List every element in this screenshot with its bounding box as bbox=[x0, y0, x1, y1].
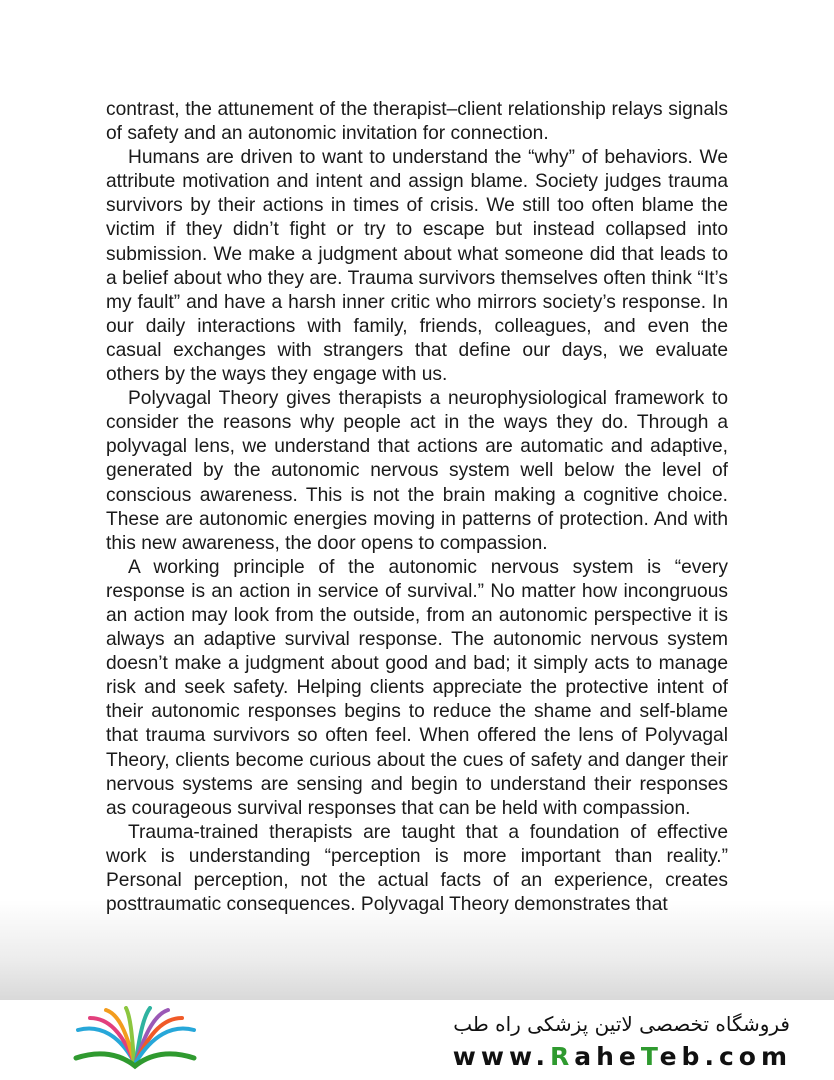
paragraph-5: Trauma-trained therapists are taught that a foundation of effective work is understanding “perception is more important than reality.” Personal perception, not the actual facts of an experience, creates posttraumatic consequences. Polyvagal Theory demonstrates that bbox=[106, 821, 728, 916]
open-book-icon bbox=[70, 1006, 200, 1072]
body-text bbox=[106, 98, 728, 917]
paragraph-1: contrast, the attunement of the therapist–client relationship relays signals of safety and an autonomic invitation for connection. bbox=[106, 99, 728, 145]
paragraph-2: Humans are driven to want to understand the “why” of behaviors. We attribute motivation and intent and assign blame. Society judges trauma survivors by their actions in times of crisis. We still too often blame the victim if they didn’t fight or try to escape but instead collapsed into submission. We make a judgment about what someone did that leads to a belief about who they are. Trauma survivors themselves often think “It’s my fault” and have a harsh inner critic who mirrors society’s response. In our daily interactions with family, friends, colleagues, and even the casual exchanges with strangers that define our days, we evaluate others by the ways they engage with us. bbox=[106, 147, 728, 386]
store-url: www.RaheTeb.com bbox=[452, 1042, 792, 1071]
store-name: فروشگاه تخصصی لاتین پزشکی راه طب bbox=[453, 1012, 790, 1036]
paragraph-3: Polyvagal Theory gives therapists a neurophysiological framework to consider the reasons why people act in the ways they do. Through a polyvagal lens, we understand that actions are automatic and adaptive, generated by the autonomic nervous system well below the level of conscious awareness. This is not the brain making a cognitive choice. These are autonomic energies moving in patterns of protection. And with this new awareness, the door opens to compassion. bbox=[106, 388, 728, 554]
paragraph-4: A working principle of the autonomic nervous system is “every response is an action in service of survival.” No matter how incongruous an action may look from the outside, from an autonomic perspective it is always an adaptive survival response. The autonomic nervous system doesn’t make a judgment about good and bad; it simply acts to manage risk and seek safety. Helping clients appreciate the protective intent of their autonomic responses begins to reduce the shame and self-blame that trauma survivors so often feel. When offered the lens of Polyvagal Theory, clients become curious about the cues of safety and danger their nervous systems are sensing and begin to understand their responses as courageous survival responses that can be held with compassion. bbox=[106, 556, 728, 819]
